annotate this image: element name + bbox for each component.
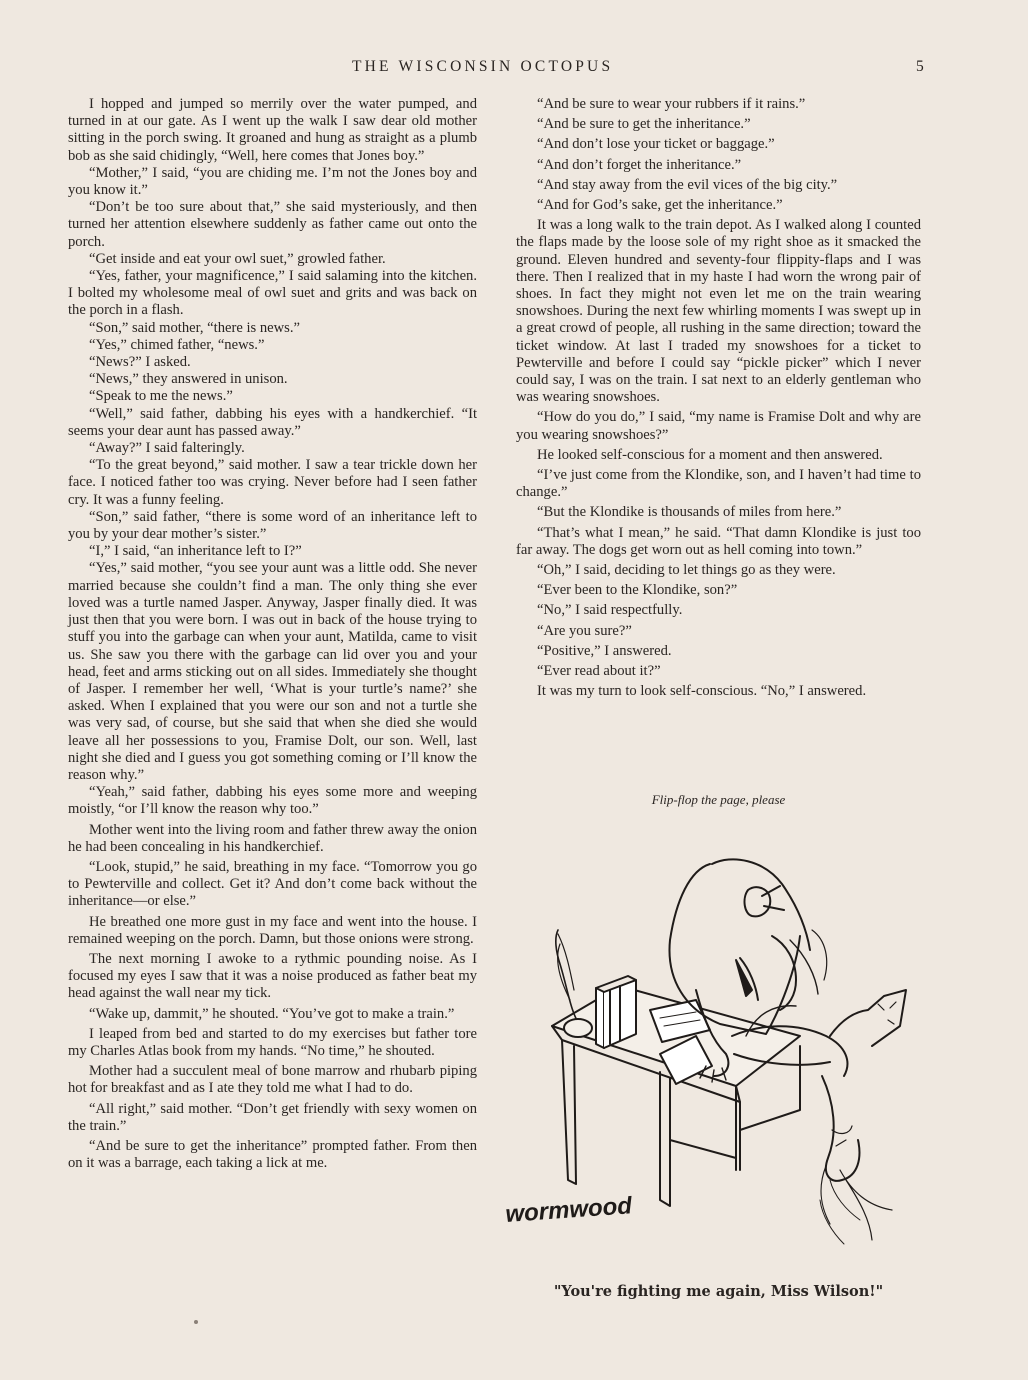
paragraph: “I’ve just come from the Klondike, son, and I haven’t had time to change.” xyxy=(516,467,921,501)
paragraph: The next morning I awoke to a rythmic pounding noise. As I focused my eyes I saw that it was a noise produced as father beat my head against the wall near my tick. xyxy=(68,950,477,1002)
magazine-title: THE WISCONSIN OCTOPUS xyxy=(352,58,614,75)
paragraph: “Well,” said father, dabbing his eyes with a handkerchief. “It seems your dear aunt has passed away.” xyxy=(68,405,477,439)
page-header xyxy=(0,58,1028,78)
right-column xyxy=(516,96,921,704)
paragraph: He breathed one more gust in my face and went into the house. I remained weeping on the porch. Damn, but those onions were strong. xyxy=(68,913,477,947)
paragraph: “And for God’s sake, get the inheritance.” xyxy=(537,197,783,214)
paragraph: Mother had a succulent meal of bone marrow and rhubarb piping hot for breakfast and as I ate they told me what I had to do. xyxy=(68,1063,477,1097)
paragraph: “Oh,” I said, deciding to let things go as they were. xyxy=(537,562,836,579)
paragraph: “Son,” said mother, “there is news.” xyxy=(89,319,300,336)
paragraph: “Positive,” I answered. xyxy=(537,642,672,659)
paragraph: “Away?” I said falteringly. xyxy=(89,440,245,457)
paragraph: “Yes,” said mother, “you see your aunt was a little odd. She never married because she couldn’t find a man. The only thing she ever loved was a turtle named Jasper. Anyway, Jasper finally died. It was just then that you were born. I was out in back of the house trying to stuff you into the garbage can when your aunt, Matilda, came to visit us. She saw you there with the garbage can lid over you and your head, feet and arms sticking out on all sides. Immediately she thought of Jasper. I remember her well, ‘What is your turtle’s name?’ she asked. When I explained that you were our son and not a turtle she was very sad, of course, but she said that when she died she would leave all her possessions to you, Framise Dolt, our son. Well, last night she died and I guess you got something coming or I’ll know the reason why.” xyxy=(68,560,477,783)
paragraph: “Ever read about it?” xyxy=(537,663,661,680)
continue-note: Flip-flop the page, please xyxy=(651,792,786,807)
paragraph: “Speak to me the news.” xyxy=(89,388,233,405)
paragraph: Mother went into the living room and father threw away the onion he had been concealing in his handkerchief. xyxy=(68,821,477,855)
paragraph: “But the Klondike is thousands of miles from here.” xyxy=(537,504,842,521)
paragraph: “Look, stupid,” he said, breathing in my face. “Tomorrow you go to Pewterville and collect. Get it? And don’t come back without the inheritance—or else.” xyxy=(68,858,477,910)
paragraph: “Son,” said father, “there is some word of an inheritance left to you by your dear mother’s sister.” xyxy=(68,508,477,543)
paragraph: “News,” they answered in unison. xyxy=(89,371,288,388)
paragraph: “Are you sure?” xyxy=(537,622,632,639)
paragraph: “How do you do,” I said, “my name is Framise Dolt and why are you wearing snowshoes?” xyxy=(516,409,921,443)
cartoonist-signature: wormwood xyxy=(504,1192,633,1228)
cartoon-illustration xyxy=(500,840,940,1280)
paragraph: “Wake up, dammit,” he shouted. “You’ve got to make a train.” xyxy=(89,1005,455,1022)
paragraph: “Yes,” chimed father, “news.” xyxy=(89,336,265,353)
paragraph: It was a long walk to the train depot. As I walked along I counted the flaps made by the loose sole of my right shoe as it smacked the ground. Eleven hundred and seventy-four flippity-flaps and I was there. Then I realized that in my haste I had worn the wrong pair of shoes. In fact they might not even let me on the train wearing snowshoes. During the next few whirling moments I was swept up in a great crowd of people, all rushing in the same direction; toward the ticket window. At last I traded my snowshoes for a ticket to Pewterville and before I could say “pickle picker” which I never could say, I was on the train. I sat next to an elderly gentleman who was wearing snowshoes. xyxy=(516,217,921,406)
paragraph: “And be sure to get the inheritance” prompted father. From then on it was a barrage, each taking a lick at me. xyxy=(68,1137,477,1172)
print-speck xyxy=(194,1320,198,1324)
left-column xyxy=(68,96,477,1172)
paragraph: I hopped and jumped so merrily over the water pumped, and turned in at our gate. As I went up the walk I saw dear old mother sitting in the porch swing. It groaned and hung as straight as a plumb bob as she said chidingly, “Well, here comes that Jones boy.” xyxy=(68,96,477,164)
paragraph: “Yes, father, your magnificence,” I said salaming into the kitchen. I bolted my wholesome meal of owl suet and grits and was back on the porch in a flash. xyxy=(68,268,477,319)
paragraph: “Get inside and eat your owl suet,” growled father. xyxy=(89,250,386,267)
paragraph: He looked self-conscious for a moment and then answered. xyxy=(537,446,883,463)
paragraph: “No,” I said respectfully. xyxy=(537,602,683,619)
paragraph: “Ever been to the Klondike, son?” xyxy=(537,582,738,599)
cartoon-caption: "You're fighting me again, Miss Wilson!" xyxy=(553,1283,884,1300)
paragraph: “Yeah,” said father, dabbing his eyes some more and weeping moistly, “or I’ll know the reason why too.” xyxy=(68,784,477,818)
paragraph: “I,” I said, “an inheritance left to I?” xyxy=(89,543,302,560)
paragraph: “And be sure to wear your rubbers if it rains.” xyxy=(537,96,806,112)
paragraph: “And don’t lose your ticket or baggage.” xyxy=(537,136,775,153)
paragraph: “Mother,” I said, “you are chiding me. I’m not the Jones boy and you know it.” xyxy=(68,164,477,199)
paragraph: “And don’t forget the inheritance.” xyxy=(537,156,742,173)
paragraph: It was my turn to look self-conscious. “No,” I answered. xyxy=(537,683,867,700)
paragraph: “News?” I asked. xyxy=(89,354,191,371)
page-number: 5 xyxy=(916,58,924,75)
paragraph: “And be sure to get the inheritance.” xyxy=(537,116,751,133)
paragraph: “All right,” said mother. “Don’t get friendly with sexy women on the train.” xyxy=(68,1100,477,1134)
paragraph: “And stay away from the evil vices of the big city.” xyxy=(537,176,838,193)
paragraph: “Don’t be too sure about that,” she said mysteriously, and then turned her attention elsewhere suddenly as father came out onto the porch. xyxy=(68,199,477,250)
paragraph: “That’s what I mean,” he said. “That damn Klondike is just too far away. The dogs get worn out as hell coming into town.” xyxy=(516,524,921,558)
paragraph: I leaped from bed and started to do my exercises but father tore my Charles Atlas book from my hands. “No time,” he shouted. xyxy=(68,1025,477,1059)
paragraph: “To the great beyond,” said mother. I saw a tear trickle down her face. I noticed father too was crying. Never before had I seen father cry. It was a funny feeling. xyxy=(68,457,477,508)
